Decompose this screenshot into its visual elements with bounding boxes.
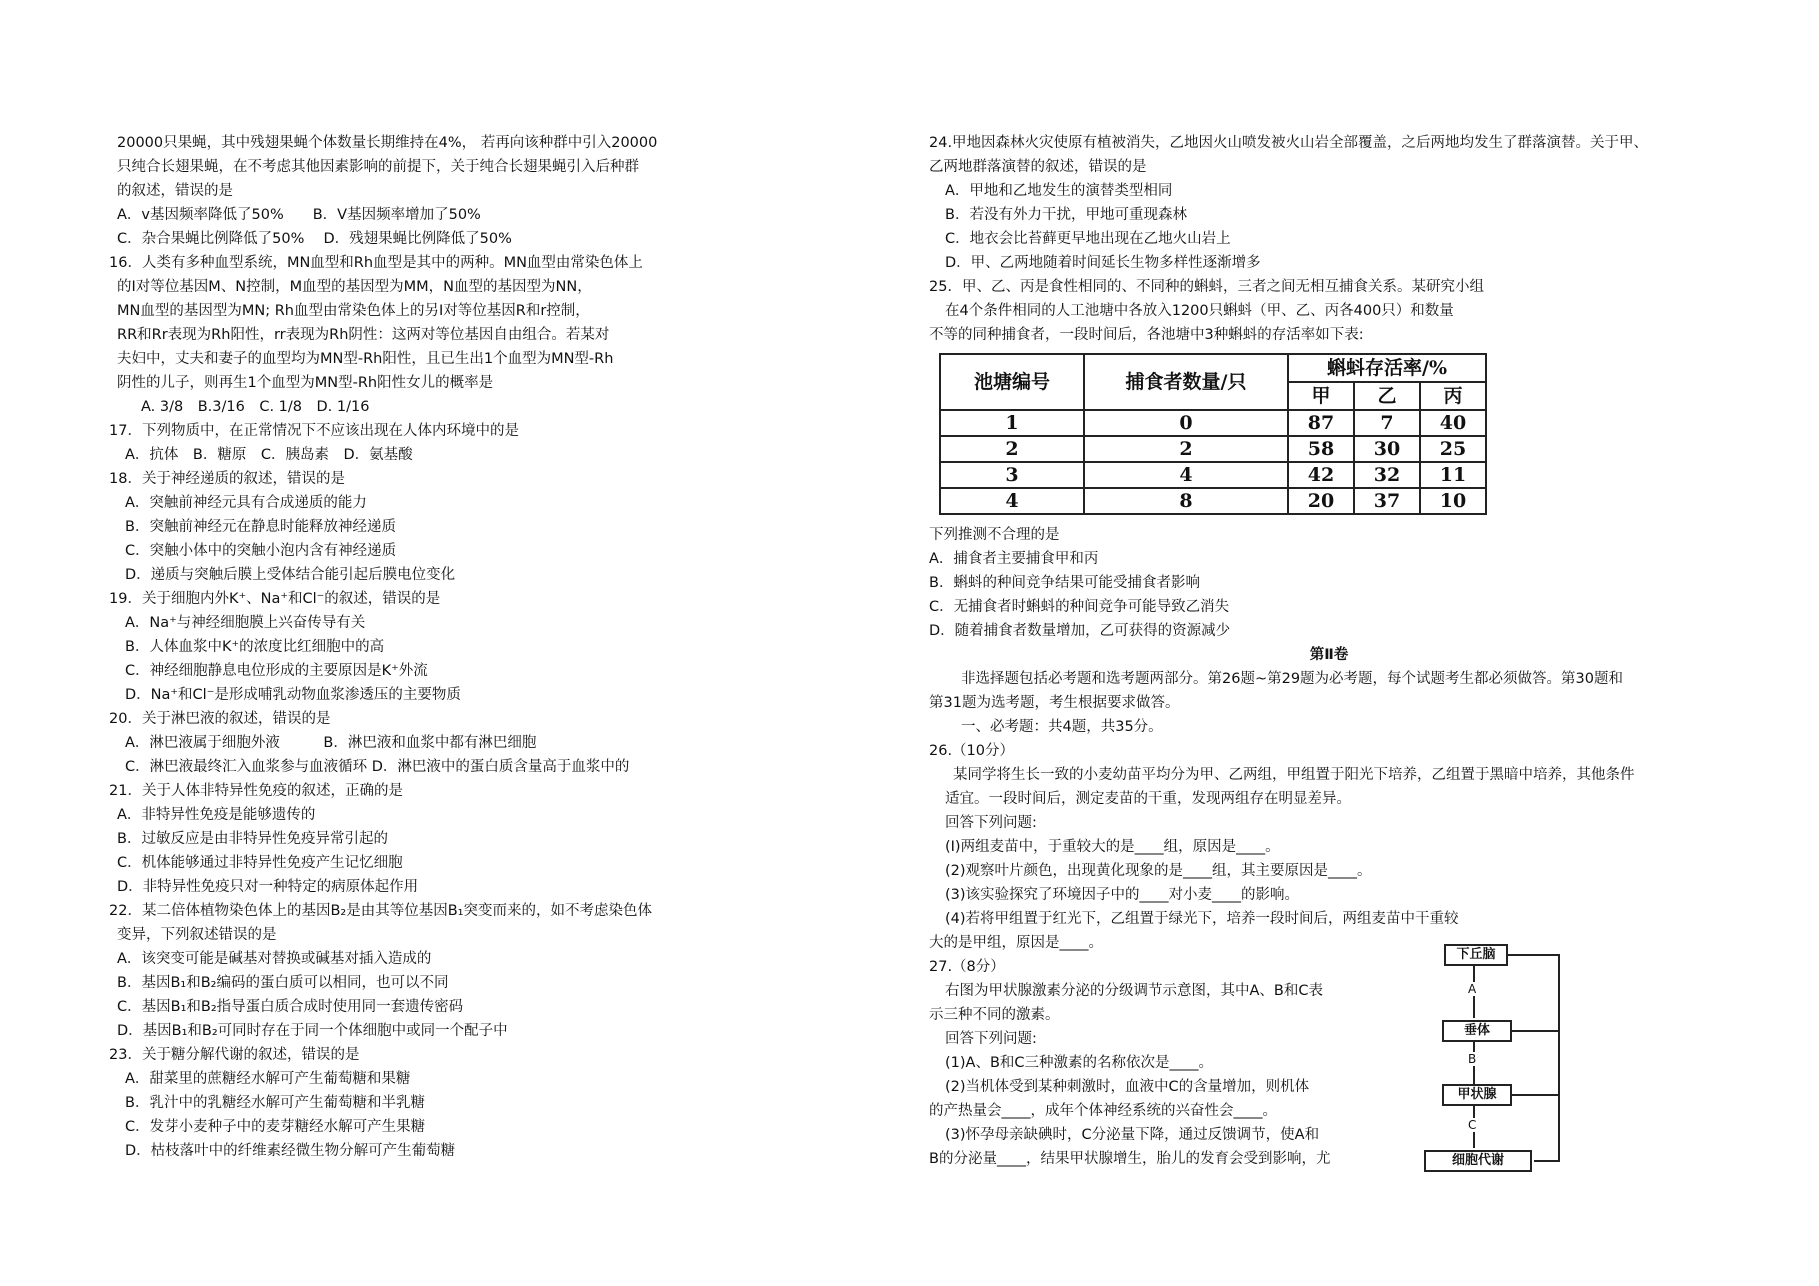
required-section-heading: 一、必考题：共4题，共35分。 [961, 719, 1163, 735]
q19-option: B．人体血浆中K⁺的浓度比红细胞中的高 [125, 639, 385, 655]
q21-option: D．非特异性免疫只对一种特定的病原体起作用 [117, 879, 419, 895]
q25-option: D．随着捕食者数量增加，乙可获得的资源减少 [929, 623, 1231, 639]
thyroid-regulation-diagram [1440, 944, 1580, 1184]
q24-option: C．地衣会比苔藓更早地出现在乙地火山岩上 [945, 231, 1231, 247]
hypothalamus-box: 下丘脑 [1444, 944, 1508, 966]
q23-stem: 23．关于糖分解代谢的叙述，错误的是 [109, 1047, 360, 1063]
table-cell: 42 [1288, 462, 1354, 488]
q16-options: A. 3/8 B.3/16 C. 1/8 D. 1/16 [141, 399, 370, 415]
q26-subquestion: 大的是甲组，原因是____。 [929, 935, 1103, 951]
q16-stem-line: 16．人类有多种血型系统，MN血型和Rh血型是其中的两种。MN血型由常染色体上 [109, 255, 643, 271]
pituitary-box: 垂体 [1442, 1020, 1512, 1042]
pond-number-header: 池塘编号 [940, 354, 1084, 410]
q24-option: A．甲地和乙地发生的演替类型相同 [945, 183, 1173, 199]
q25-option: C．无捕食者时蝌蚪的种间竞争可能导致乙消失 [929, 599, 1230, 615]
table-row [940, 488, 1486, 514]
table-row [940, 410, 1486, 436]
q15-stem-line: 20000只果蝇，其中残翅果蝇个体数量长期维持在4%， 若再向该种群中引入20000 [117, 135, 658, 151]
cell-metabolism-box: 细胞代谢 [1424, 1150, 1532, 1172]
survival-rate-table [939, 353, 1487, 515]
feedback-line-right [1558, 954, 1560, 1160]
q25-question: 下列推测不合理的是 [929, 527, 1060, 543]
q15-option: C．杂合果蝇比例降低了50% D．残翅果蝇比例降低了50% [117, 231, 512, 247]
section-title: 第Ⅱ卷 [1309, 647, 1349, 663]
table-cell: 20 [1288, 488, 1354, 514]
q27-heading: 27.（8分） [929, 959, 1005, 975]
table-cell: 4 [940, 488, 1084, 514]
q23-option: D．枯枝落叶中的纤维素经微生物分解可产生葡萄糖 [125, 1143, 456, 1159]
q25-stem: 在4个条件相同的人工池塘中各放入1200只蝌蚪（甲、乙、丙各400只）和数量 [945, 303, 1454, 319]
feedback-line-mid1 [1510, 1030, 1560, 1032]
q26-subquestion: (4)若将甲组置于红光下，乙组置于绿光下，培养一段时间后，两组麦苗中干重较 [945, 911, 1459, 927]
q24-option: D．甲、乙两地随着时间延长生物多样性逐渐增多 [945, 255, 1261, 271]
q16-stem-line: MN血型的基因型为MN; Rh血型由常染色体上的另Ⅰ对等位基因R和r控制， [117, 303, 590, 319]
hormone-c-label: C [1468, 1118, 1477, 1132]
hormone-b-label: B [1468, 1052, 1477, 1066]
q27-stem: 右图为甲状腺激素分泌的分级调节示意图，其中A、B和C表 [945, 983, 1323, 999]
q27-subquestion: (2)当机体受到某种刺激时，血液中C的含量增加，则机体 [945, 1079, 1310, 1095]
table-row [940, 462, 1486, 488]
table-cell: 10 [1420, 488, 1486, 514]
species-bing-header: 丙 [1420, 382, 1486, 410]
q18-option: A．突触前神经元具有合成递质的能力 [125, 495, 367, 511]
q27-prompt: 回答下列问题: [945, 1031, 1037, 1047]
q27-subquestion: 的产热量会____，成年个体神经系统的兴奋性会____。 [929, 1103, 1277, 1119]
predator-count-header: 捕食者数量/只 [1084, 354, 1288, 410]
q18-option: C．突触小体中的突触小泡内含有神经递质 [125, 543, 397, 559]
q22-option: C．基因B₁和B₂指导蛋白质合成时使用同一套遗传密码 [117, 999, 464, 1015]
feedback-line-mid2 [1510, 1094, 1560, 1096]
table-cell: 1 [940, 410, 1084, 436]
q16-stem-line: RR和Rr表现为Rh阳性，rr表现为Rh阴性：这两对等位基因自由组合。若某对 [117, 327, 610, 343]
q25-option: B．蝌蚪的种间竞争结果可能受捕食者影响 [929, 575, 1200, 591]
q20-stem: 20．关于淋巴液的叙述，错误的是 [109, 711, 331, 727]
q19-option: A．Na⁺与神经细胞膜上兴奋传导有关 [125, 615, 366, 631]
q18-option: B．突触前神经元在静息时能释放神经递质 [125, 519, 396, 535]
table-cell: 32 [1354, 462, 1420, 488]
part2-instructions: 非选择题包括必考题和选考题两部分。第26题~第29题为必考题，每个试题考生都必须做答。第30题和 [961, 671, 1623, 687]
q26-subquestion: (2)观察叶片颜色，出现黄化现象的是____组，其主要原因是____。 [945, 863, 1372, 879]
table-cell: 40 [1420, 410, 1486, 436]
q26-subquestion: (I)两组麦苗中，于重较大的是____组，原因是____。 [945, 839, 1280, 855]
q25-option: A．捕食者主要捕食甲和丙 [929, 551, 1099, 567]
q15-option: A．v基因频率降低了50% B．V基因频率增加了50% [117, 207, 481, 223]
q26-heading: 26.（10分） [929, 743, 1015, 759]
table-cell: 7 [1354, 410, 1420, 436]
q24-option: B．若没有外力干扰，甲地可重现森林 [945, 207, 1187, 223]
q16-stem-line: 阴性的儿子，则再生1个血型为MN型-Rh阳性女儿的概率是 [117, 375, 494, 391]
table-cell: 0 [1084, 410, 1288, 436]
q17-options: A．抗体 B．糖原 C．胰岛素 D．氨基酸 [125, 447, 413, 463]
q23-option: B．乳汁中的乳糖经水解可产生葡萄糖和半乳糖 [125, 1095, 425, 1111]
q21-option: B．过敏反应是由非特异性免疫异常引起的 [117, 831, 388, 847]
q26-subquestion: (3)该实验探究了环境因子中的____对小麦____的影响。 [945, 887, 1300, 903]
q15-stem-line: 的叙述，错误的是 [117, 183, 233, 199]
q24-stem: 乙两地群落演替的叙述，错误的是 [929, 159, 1147, 175]
q25-stem: 不等的同种捕食者，一段时间后，各池塘中3种蝌蚪的存活率如下表: [929, 327, 1364, 343]
q24-stem: 24.甲地因森林火灾使原有植被消失，乙地因火山喷发被火山岩全部覆盖，之后两地均发生了群落演替。关于甲、 [929, 135, 1649, 151]
table-cell: 2 [940, 436, 1084, 462]
feedback-line-top [1506, 954, 1560, 956]
q19-option: C．神经细胞静息电位形成的主要原因是K⁺外流 [125, 663, 428, 679]
table-cell: 87 [1288, 410, 1354, 436]
thyroid-box: 甲状腺 [1442, 1084, 1512, 1106]
q23-option: A．甜菜里的蔗糖经水解可产生葡萄糖和果糖 [125, 1071, 411, 1087]
q26-stem: 某同学将生长一致的小麦幼苗平均分为甲、乙两组，甲组置于阳光下培养，乙组置于黑暗中培养，其他条件 [953, 767, 1635, 783]
table-row [940, 436, 1486, 462]
left-column [109, 131, 729, 1163]
q27-subquestion: B的分泌量____，结果甲状腺增生，胎儿的发育会受到影响，尤 [929, 1151, 1331, 1167]
q18-stem: 18．关于神经递质的叙述，错误的是 [109, 471, 345, 487]
right-column [929, 131, 1729, 1171]
q16-stem-line: 的Ⅰ对等位基因M、N控制，M血型的基因型为MM，N血型的基因型为NN， [117, 279, 592, 295]
species-jia-header: 甲 [1288, 382, 1354, 410]
q21-option: A．非特异性免疫是能够遗传的 [117, 807, 316, 823]
q27-subquestion: (3)怀孕母亲缺碘时，C分泌量下降，通过反馈调节，使A和 [945, 1127, 1320, 1143]
q21-stem: 21．关于人体非特异性免疫的叙述，正确的是 [109, 783, 403, 799]
table-cell: 37 [1354, 488, 1420, 514]
q22-stem: 变异，下列叙述错误的是 [117, 927, 277, 943]
table-cell: 58 [1288, 436, 1354, 462]
feedback-line-bottom [1534, 1160, 1560, 1162]
table-cell: 25 [1420, 436, 1486, 462]
table-cell: 3 [940, 462, 1084, 488]
table-cell: 11 [1420, 462, 1486, 488]
table-cell: 8 [1084, 488, 1288, 514]
q26-stem: 适宜。一段时间后，测定麦苗的干重，发现两组存在明显差异。 [945, 791, 1351, 807]
q25-stem: 25．甲、乙、丙是食性相同的、不同种的蝌蚪，三者之间无相互捕食关系。某研究小组 [929, 279, 1484, 295]
q22-option: A．该突变可能是碱基对替换或碱基对插入造成的 [117, 951, 432, 967]
q19-stem: 19．关于细胞内外K⁺、Na⁺和Cl⁻的叙述，错误的是 [109, 591, 441, 607]
hormone-a-label: A [1468, 982, 1477, 996]
q18-option: D．递质与突触后膜上受体结合能引起后膜电位变化 [125, 567, 456, 583]
q26-prompt: 回答下列问题: [945, 815, 1037, 831]
q23-option: C．发芽小麦种子中的麦芽糖经水解可产生果糖 [125, 1119, 426, 1135]
q22-option: D．基因B₁和B₂可同时存在于同一个体细胞中或同一个配子中 [117, 1023, 508, 1039]
table-cell: 30 [1354, 436, 1420, 462]
survival-rate-header: 蝌蚪存活率/% [1288, 354, 1486, 382]
part2-instructions: 第31题为选考题，考生根据要求做答。 [929, 695, 1180, 711]
q27-subquestion: (1)A、B和C三种激素的名称依次是____。 [945, 1055, 1214, 1071]
q27-stem: 示三种不同的激素。 [929, 1007, 1060, 1023]
q20-option: A．淋巴液属于细胞外液 B．淋巴液和血浆中都有淋巴细胞 [125, 735, 537, 751]
q15-stem-line: 只纯合长翅果蝇，在不考虑其他因素影响的前提下，关于纯合长翅果蝇引入后种群 [117, 159, 639, 175]
q16-stem-line: 夫妇中，丈夫和妻子的血型均为MN型-Rh阳性，且已生出1个血型为MN型-Rh [117, 351, 614, 367]
table-cell: 2 [1084, 436, 1288, 462]
table-cell: 4 [1084, 462, 1288, 488]
q17-stem: 17．下列物质中，在正常情况下不应该出现在人体内环境中的是 [109, 423, 519, 439]
q20-option: C．淋巴液最终汇入血浆参与血液循环 D．淋巴液中的蛋白质含量高于血浆中的 [125, 759, 630, 775]
q21-option: C．机体能够通过非特异性免疫产生记忆细胞 [117, 855, 403, 871]
species-yi-header: 乙 [1354, 382, 1420, 410]
q19-option: D．Na⁺和Cl⁻是形成哺乳动物血浆渗透压的主要物质 [125, 687, 461, 703]
table-header-row [940, 354, 1486, 382]
q22-option: B．基因B₁和B₂编码的蛋白质可以相同，也可以不同 [117, 975, 449, 991]
q22-stem: 22．某二倍体植物染色体上的基因B₂是由其等位基因B₁突变而来的，如不考虑染色体 [109, 903, 652, 919]
